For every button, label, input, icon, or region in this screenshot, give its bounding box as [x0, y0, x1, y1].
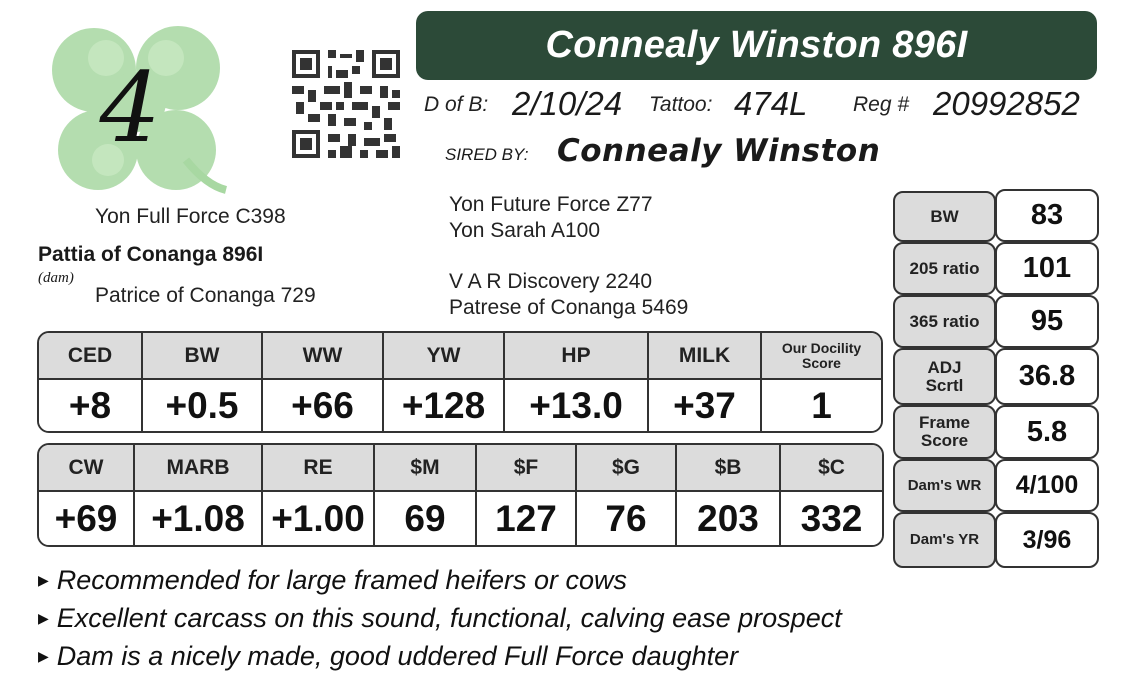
epd-header-m: $M [375, 445, 477, 492]
epd-value-docility: 1 [762, 380, 881, 431]
stat-value-dams-yr: 3/96 [995, 512, 1099, 568]
epd-table-1 [37, 331, 883, 433]
dam-tag: (dam) [38, 270, 74, 286]
epd-value-ww: +66 [263, 380, 384, 431]
epd-value-bw: +0.5 [143, 380, 263, 431]
note-1 [38, 565, 627, 596]
note-3 [38, 641, 738, 672]
bullet-triangle-icon: ▶ [38, 648, 49, 664]
qr-code-icon [287, 46, 405, 162]
note-text: Dam is a nicely made, good uddered Full Force daughter [56, 641, 739, 671]
epd-header-ced: CED [39, 333, 143, 380]
tattoo-label: Tattoo: [649, 93, 713, 116]
reg-value: 20992852 [933, 85, 1080, 122]
epd-header-ww: WW [263, 333, 384, 380]
stat-label-205-ratio: 205 ratio [893, 242, 996, 295]
epd-header-yw: YW [384, 333, 505, 380]
epd-header-marb: MARB [135, 445, 263, 492]
stat-label-frame-score: Frame Score [893, 405, 996, 459]
epd-value-re: +1.00 [263, 492, 375, 545]
pedigree-dam-line-dam: Patrese of Conanga 5469 [449, 296, 689, 319]
sire-name: Connealy Winston [557, 133, 881, 169]
sired-by-label: SIRED BY: [445, 145, 529, 164]
id-row [424, 84, 1104, 124]
epd-header-c: $C [781, 445, 882, 492]
epd-value-m: 69 [375, 492, 477, 545]
epd-header-cw: CW [39, 445, 135, 492]
animal-name-banner [416, 11, 1097, 80]
epd-value-ced: +8 [39, 380, 143, 431]
stat-value-frame-score: 5.8 [995, 405, 1099, 459]
stat-label-365-ratio: 365 ratio [893, 295, 996, 348]
reg-label: Reg # [853, 93, 910, 116]
stat-label-dams-yr: Dam's YR [893, 512, 996, 568]
pedigree-dam-name: Pattia of Conanga 896I [38, 243, 264, 266]
epd-header-g: $G [577, 445, 677, 492]
pedigree-dam-sire: Yon Full Force C398 [95, 205, 286, 228]
epd-value-c: 332 [781, 492, 882, 545]
pedigree-sire-sire: Yon Future Force Z77 [449, 193, 653, 216]
stat-value-205-ratio: 101 [995, 242, 1099, 295]
epd-header-re: RE [263, 445, 375, 492]
bullet-triangle-icon: ▶ [38, 610, 49, 626]
note-text: Recommended for large framed heifers or cows [56, 565, 628, 595]
stat-value-dams-wr: 4/100 [995, 459, 1099, 512]
pedigree-dam-dam: Patrice of Conanga 729 [95, 284, 316, 307]
epd-header-f: $F [477, 445, 577, 492]
lot-number: 4 [99, 52, 161, 164]
stat-label-bw: BW [893, 191, 996, 242]
stat-label-dams-wr: Dam's WR [893, 459, 996, 512]
epd-value-cw: +69 [39, 492, 135, 545]
epd-header-b: $B [677, 445, 781, 492]
epd-table-2 [37, 443, 884, 547]
note-2 [38, 603, 842, 634]
epd-value-b: 203 [677, 492, 781, 545]
epd-value-hp: +13.0 [505, 380, 649, 431]
epd-header-hp: HP [505, 333, 649, 380]
epd-value-f: 127 [477, 492, 577, 545]
dob-label: D of B: [424, 93, 489, 116]
pedigree-sire-dam: Yon Sarah A100 [449, 219, 601, 242]
dob-value: 2/10/24 [512, 85, 623, 122]
bullet-triangle-icon: ▶ [38, 572, 49, 588]
stat-value-bw: 83 [995, 189, 1099, 242]
epd-value-marb: +1.08 [135, 492, 263, 545]
stat-label-adj-scrtl: ADJ Scrtl [893, 348, 996, 405]
stat-value-365-ratio: 95 [995, 295, 1099, 348]
epd-value-yw: +128 [384, 380, 505, 431]
epd-value-milk: +37 [649, 380, 762, 431]
epd-header-docility: Our Docility Score [762, 333, 881, 380]
epd-header-bw: BW [143, 333, 263, 380]
epd-header-milk: MILK [649, 333, 762, 380]
animal-name: Connealy Winston 896I [545, 24, 968, 66]
pedigree-dam-line-sire: V A R Discovery 2240 [449, 270, 653, 293]
epd-value-g: 76 [577, 492, 677, 545]
tattoo-value: 474L [734, 85, 808, 122]
stat-value-adj-scrtl: 36.8 [995, 348, 1099, 405]
note-text: Excellent carcass on this sound, functional, calving ease prospect [56, 603, 842, 633]
